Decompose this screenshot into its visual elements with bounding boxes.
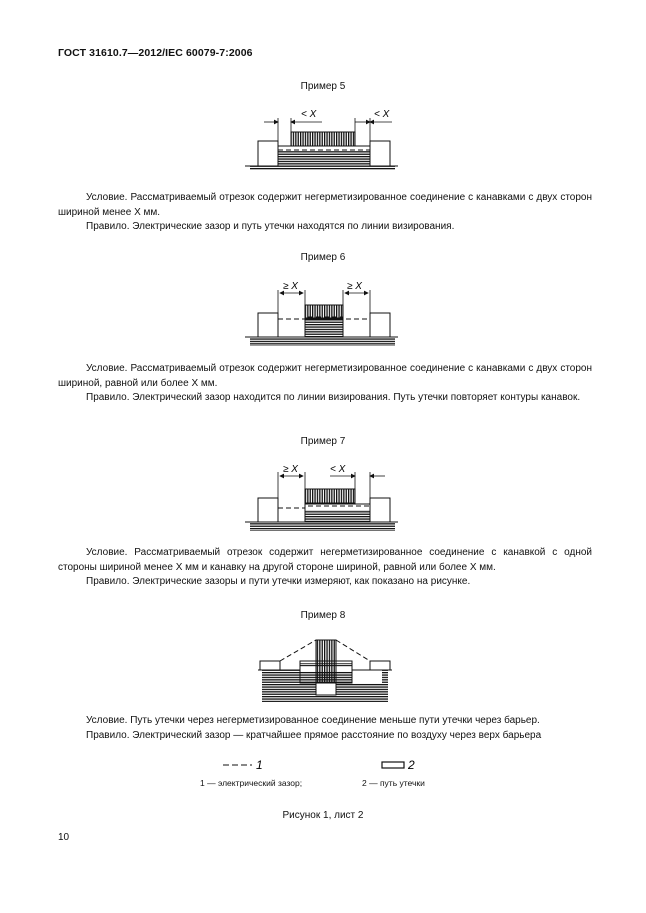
example-7-dim-left: ≥ X <box>283 464 298 475</box>
example-8-figure <box>258 640 392 702</box>
example-6-figure <box>245 281 398 346</box>
example-6-condition: Условие. Рассматриваемый отрезок содержит негерметизированное соединение с канавками с двух сторон шириной, равной или более X мм. <box>58 363 592 389</box>
example-5-figure <box>245 109 398 170</box>
example-7-title: Пример 7 <box>300 436 346 447</box>
legend-item-2: 2 — путь утечки <box>362 778 425 788</box>
legend-key-2: 2 <box>408 758 415 772</box>
example-8-rule: Правило. Электрический зазор — кратчайшее прямое расстояние по воздуху через верх барьера <box>86 729 542 741</box>
example-6-title: Пример 6 <box>300 252 346 263</box>
example-5-condition: Условие. Рассматриваемый отрезок содержит негерметизированное соединение с канавками с двух сторон шириной менее X мм. <box>58 192 592 218</box>
example-6-text <box>58 362 592 406</box>
example-8-condition: Условие. Путь утечки через негерметизированное соединение меньше пути утечки через барьер. <box>86 715 540 726</box>
example-5-dim-right: < X <box>374 109 390 120</box>
example-6-rule: Правило. Электрический зазор находится по линии визирования. Путь утечки повторяет контуры канавок. <box>86 392 581 403</box>
example-5-dim-left: < X <box>301 109 317 120</box>
example-5-rule: Правило. Электрические зазор и путь утечки находятся по линии визирования. <box>86 221 455 232</box>
legend-symbols <box>223 758 415 772</box>
example-8-title: Пример 8 <box>300 610 346 621</box>
page-number: 10 <box>58 832 70 843</box>
example-7-figure <box>245 464 398 531</box>
example-6-dim-right: ≥ X <box>347 281 362 292</box>
example-7-dim-right: < X <box>330 464 346 475</box>
example-6-dim-left: ≥ X <box>283 281 298 292</box>
example-7-condition: Условие. Рассматриваемый отрезок содержит негерметизированное соединение с канавкой с одной стороны шириной менее X мм и канавку на другой стороне шириной, равной или более X мм. <box>58 547 592 573</box>
example-7-text <box>58 546 592 590</box>
example-5-text <box>58 191 592 235</box>
figure-caption: Рисунок 1, лист 2 <box>282 810 364 821</box>
example-7-rule: Правило. Электрические зазоры и пути утечки измеряют, как показано на рисунке. <box>86 576 471 587</box>
example-5-title: Пример 5 <box>300 81 346 92</box>
legend-item-1: 1 — электрический зазор; <box>200 778 303 788</box>
example-8-text <box>58 714 592 743</box>
legend-key-1: 1 <box>256 758 263 772</box>
document-header: ГОСТ 31610.7—2012/IEC 60079-7:2006 <box>58 47 253 59</box>
